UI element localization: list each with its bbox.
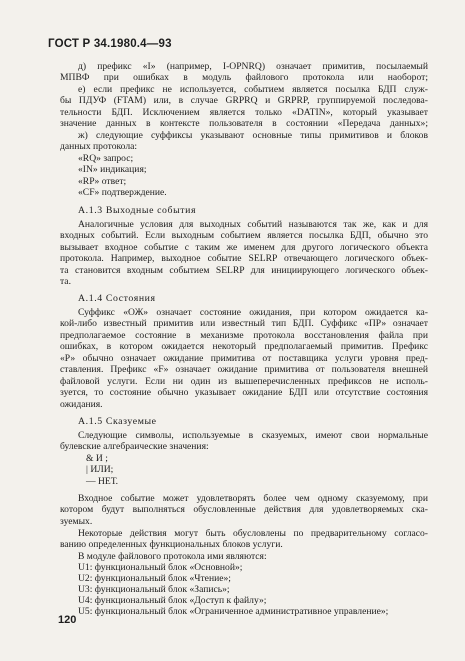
text-line: данных протокола: — [60, 141, 138, 152]
text-line: зуется, то состояние обычно указывает ожидание БДП или отсутствие состояния — [60, 387, 428, 398]
text-line: Суффикс «ОЖ» означает состояние ожидания, при котором ожидается ка- — [78, 307, 428, 318]
text-line: «CF» подтверждение. — [78, 187, 167, 198]
text-line: Некоторые действия могут быть обусловлены по предварительному согласо- — [78, 528, 428, 539]
text-line: МПВФ при ошибках в модуль файлового протокола или наоборот; — [60, 72, 428, 83]
section-heading: А.1.4 Состояния — [78, 293, 156, 304]
text-line: та становится входным событием SELRP для инициирующего логического объек- — [60, 265, 428, 276]
text-line: тельности БДП. Исключением является только «DATIN», который указывает — [60, 107, 428, 118]
text-line: ожидания. — [60, 399, 103, 410]
text-line: U5: функциональный блок «Ограниченное административное управление»; — [78, 606, 389, 617]
section-heading: А.1.5 Сказуемые — [78, 416, 157, 427]
text-line: U4: функциональный блок «Доступ к файлу»; — [78, 595, 267, 606]
text-line: «Р» обычно означает ожидание примитива от поставщика услуги уровня пред- — [60, 353, 428, 364]
page-number: 120 — [58, 614, 77, 626]
text-line: — НЕТ. — [86, 476, 119, 487]
text-line: д) префикс «I» (например, I-OPNRQ) означает примитив, посылаемый — [78, 61, 428, 72]
text-line: предполагаемое состояние в механизме протокола восстановления файла при — [60, 330, 428, 341]
text-line: протокола. Например, выходное событие SELRP отвечающего логического объек- — [60, 253, 428, 264]
text-line: котором будут выполняться обусловленные действия для удовлетворяемых ска- — [60, 504, 428, 515]
text-line: та. — [60, 276, 71, 287]
text-line: «IN» индикация; — [78, 164, 147, 175]
text-line: U1: функциональный блок «Основной»; — [78, 562, 243, 573]
text-line: е) если префикс не используется, событием является посылка БДП служ- — [78, 84, 428, 95]
text-line: Аналогичные условия для выходных событий называются так же, как и для — [78, 219, 428, 230]
text-line: зуемых. — [60, 516, 93, 527]
text-line: бы ПДУФ (FTAM) или, в случае GRPRQ и GRPRP, группируемой последова- — [60, 95, 428, 106]
text-line: U3: функциональный блок «Запись»; — [78, 584, 230, 595]
text-line: вызывает входное событие с таким же именем для другого логического объекта — [60, 242, 428, 253]
text-line: Входное событие может удовлетворять более чем одному сказуемому, при — [78, 493, 428, 504]
page-header: ГОСТ Р 34.1980.4—93 — [48, 38, 172, 50]
text-line: ошибках, в котором ожидается некоторый предполагаемый примитив. Префикс — [60, 341, 428, 352]
text-line: | ИЛИ; — [86, 464, 114, 475]
text-line: файловой услуги. Если ни один из вышеперечисленных префиксов не исполь- — [60, 376, 428, 387]
text-line: булевские алгебраические значения: — [60, 441, 209, 452]
text-line: U2: функциональный блок «Чтение»; — [78, 573, 231, 584]
text-line: «RP» ответ; — [78, 176, 127, 187]
text-line: & И ; — [86, 453, 108, 464]
text-line: значение данных в контексте пользователя в состоянии «Передача данных»; — [60, 118, 428, 129]
text-line: В модуле файлового протокола ими являются: — [78, 551, 267, 562]
text-line: ж) следующие суффиксы указывают основные типы примитивов и блоков — [78, 130, 428, 141]
section-heading: А.1.3 Выходные события — [78, 205, 197, 216]
text-line: Следующие символы, используемые в сказуемых, имеют свои нормальные — [78, 430, 428, 441]
text-line: кой-либо известный примитив или известный тип БДП. Суффикс «ПР» означает — [60, 318, 428, 329]
text-line: «RQ» запрос; — [78, 153, 134, 164]
text-line: ванию определенных функциональных блоков услуги. — [60, 539, 283, 550]
text-line: входных событий. Если выходным событием является посылка БДП, обычно это — [60, 230, 428, 241]
text-line: ставления. Префикс «F» означает ожидание примитива от пользователя внешней — [60, 364, 428, 375]
